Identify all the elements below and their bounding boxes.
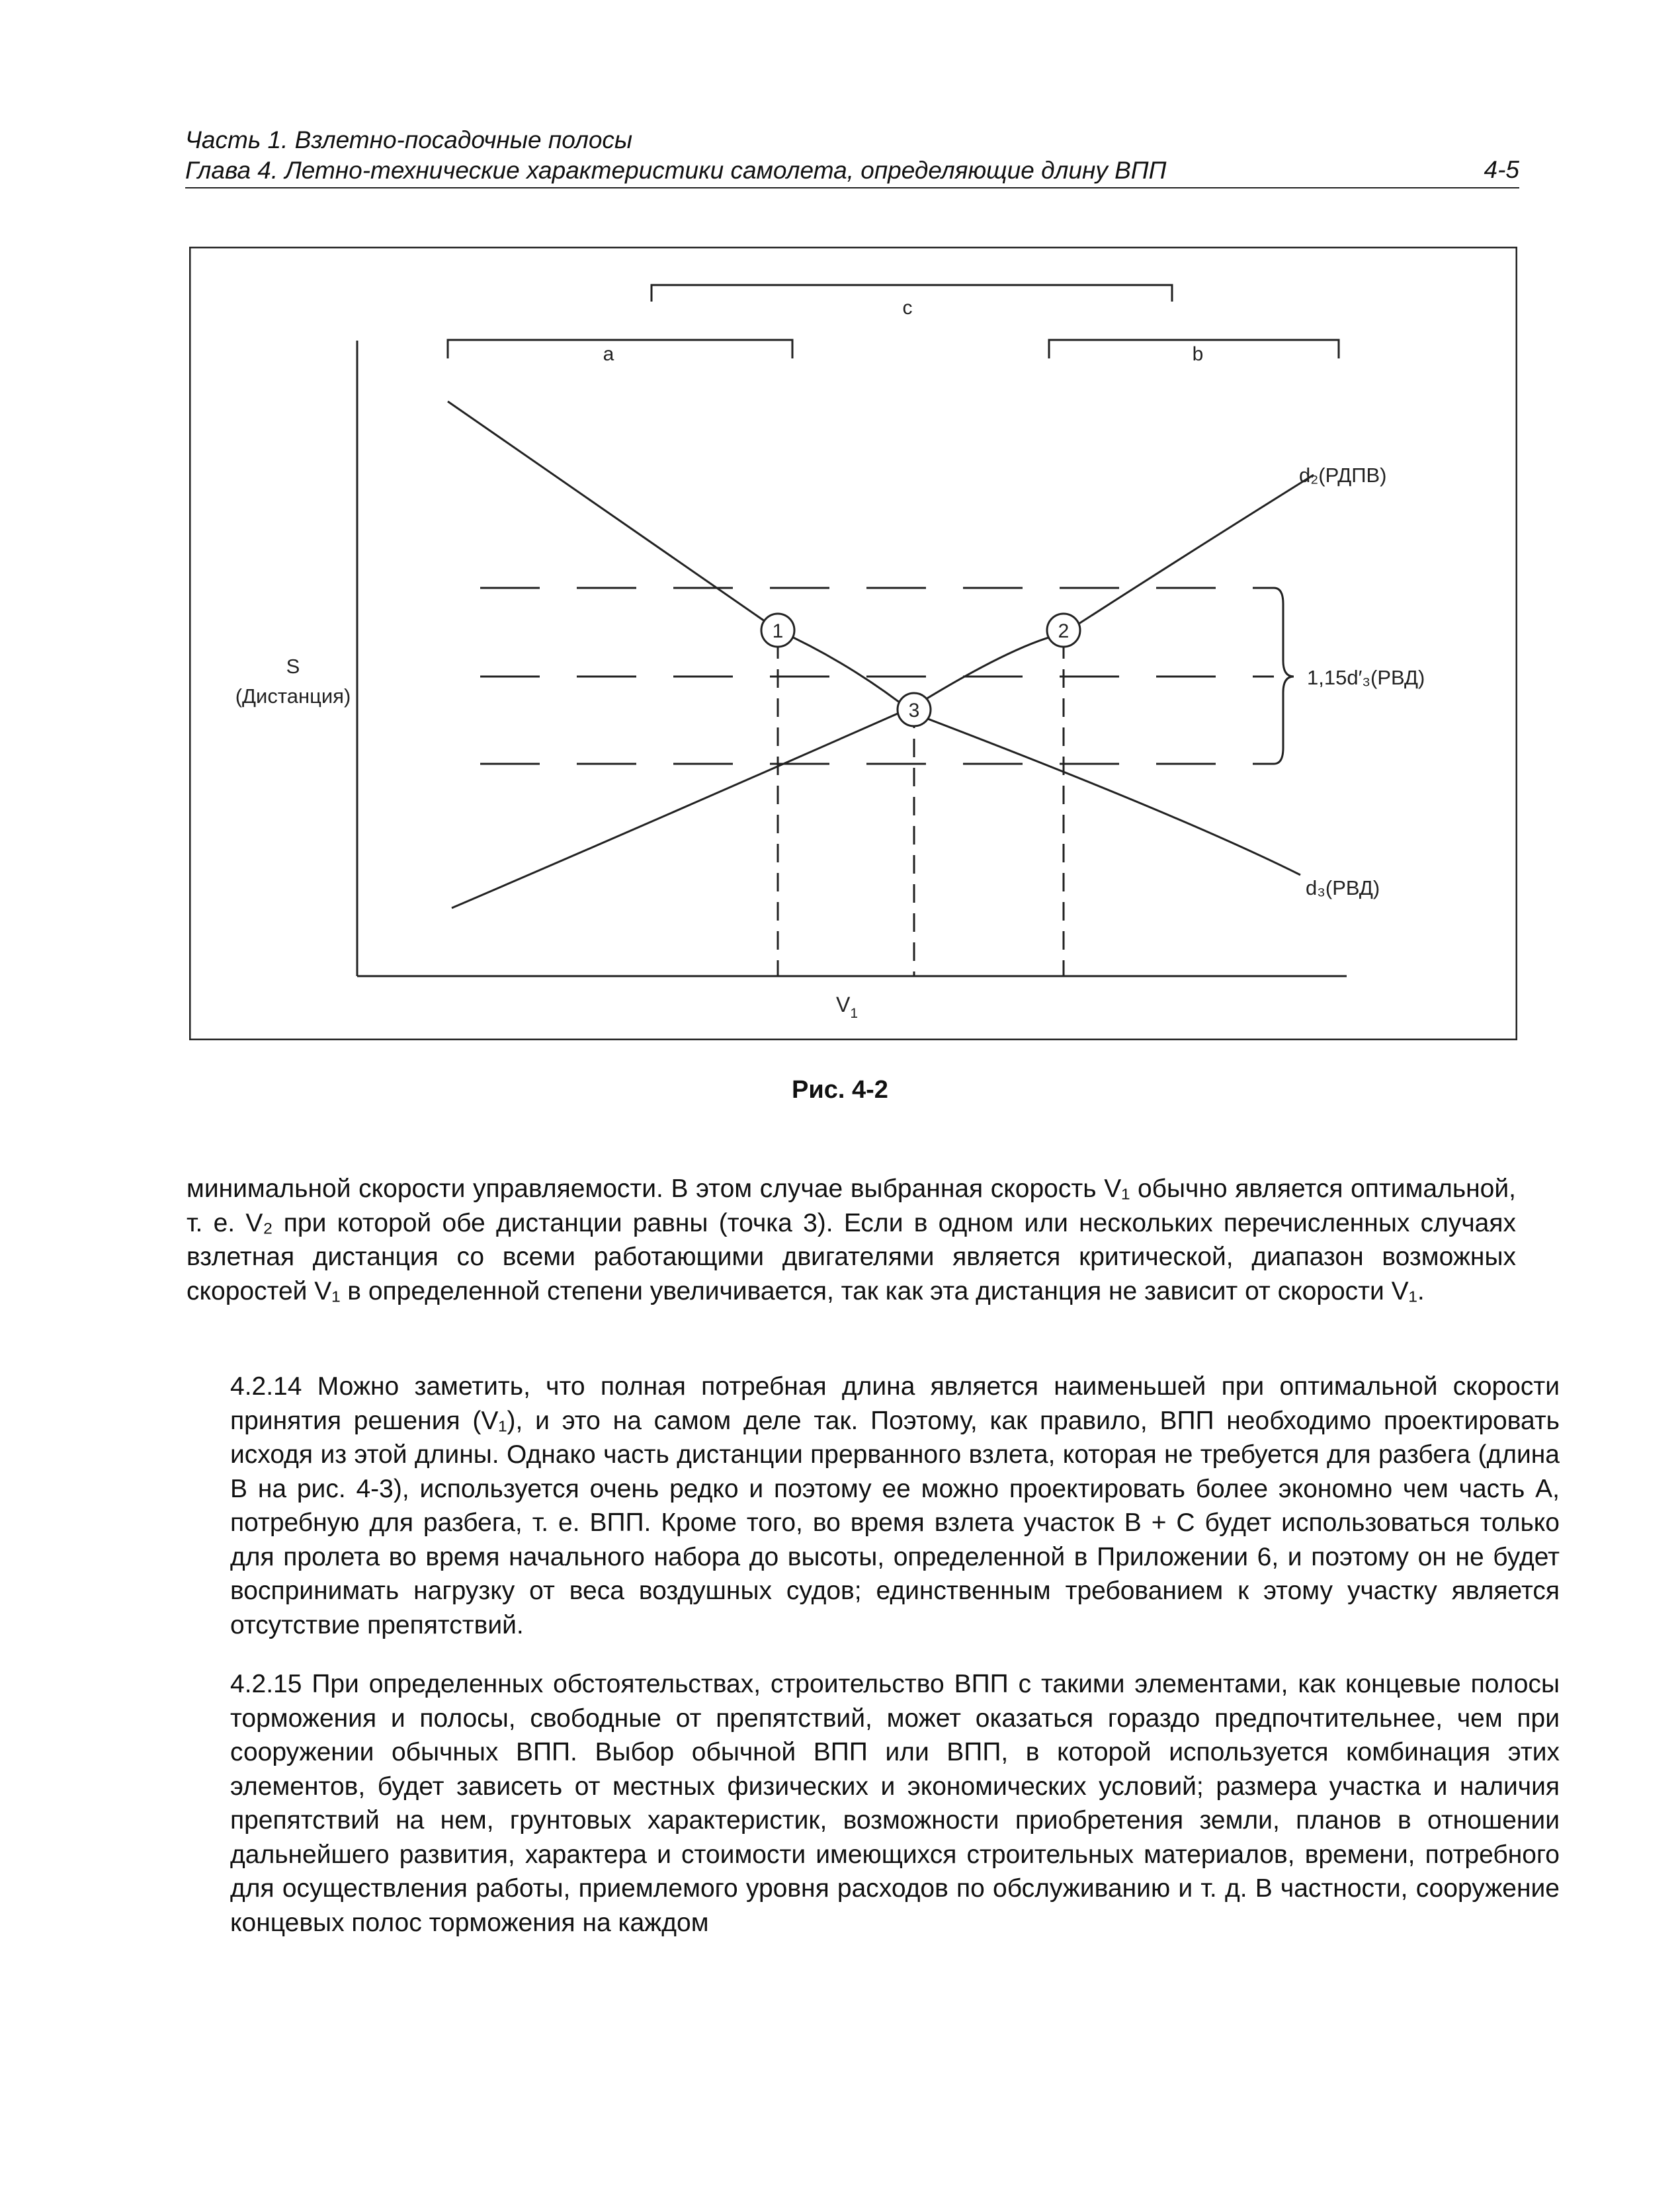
- curve-d3-rvd: [448, 401, 1300, 875]
- bracket-c-label: c: [902, 297, 913, 319]
- curve-d2-rdpv: [452, 475, 1314, 908]
- figure-4-2: [189, 247, 1517, 1040]
- curve-d3-label: d₃(РВД): [1306, 876, 1380, 899]
- point-3-label: 3: [908, 700, 920, 722]
- point-1-label: 1: [772, 620, 784, 642]
- curly-brace: [1274, 588, 1294, 764]
- curve-d2-label: d₂(РДПВ): [1299, 464, 1387, 487]
- figure-caption: Рис. 4-2: [792, 1076, 888, 1104]
- x-axis-label: $V_1$: [836, 993, 859, 1021]
- bracket-a-label: a: [603, 343, 614, 365]
- paragraph-continuation: минимальной скорости управляемости. В этом случае выбранная скорость V₁ обычно является оптимальной, т. е. V₂ при которой обе дистанции равны (точка 3). Если в одном или нескольких перечисленных случаях взлетная дистанция со всеми работающими двигателями является критической, диапазон возможных скоростей V₁ в определенной степени увеличивается, так как эта дистанция не зависит от скорости V₁.: [187, 1175, 1516, 1305]
- chapter-title: Глава 4. Летно-технические характеристики самолета, определяющие длину ВПП: [185, 157, 1167, 184]
- brace-label: 1,15d′₃(РВД): [1307, 666, 1425, 689]
- bracket-a: [448, 340, 792, 358]
- header-rule: [185, 187, 1519, 188]
- figure-diagram: [189, 247, 1517, 1040]
- point-2-label: 2: [1058, 620, 1070, 642]
- paragraph-4-2-15: 4.2.15 При определенных обстоятельствах, строительство ВПП с такими элементами, как концевые полосы торможения и полосы, свободные от препятствий, может оказаться гораздо предпочтительнее, чем при сооружении обычных ВПП. Выбор обычной ВПП или ВПП, в которой используется комбинация этих элементов, будет зависеть от местных физических и экономических условий; размера участка и наличия препятствий на нем, грунтовых характеристик, возможности приобретения земли, планов в отношении дальнейшего развития, характера и стоимости имеющихся строительных материалов, времени, потребного для осуществления работы, приемлемого уровня расходов по обслуживанию и т. д. В частности, сооружение концевых полос торможения на каждом: [230, 1670, 1560, 1937]
- figure-frame: [190, 247, 1517, 1040]
- paragraph-4-2-14: 4.2.14 Можно заметить, что полная потребная длина является наименьшей при оптимальной скорости принятия решения (V₁), и это на самом деле так. Поэтому, как правило, ВПП необходимо проектировать исходя из этой длины. Однако часть дистанции прерванного взлета, которая не требуется для разбега (длина B на рис. 4-3), используется очень редко и поэтому ее можно проектировать более экономно чем часть A, потребную для разбега, т. е. ВПП. Кроме того, во время взлета участок B + C будет использоваться только для пролета во время начального набора до высоты, определенной в Приложении 6, и поэтому он не будет воспринимать нагрузку от веса воздушных судов; единственным требованием к этому участку является отсутствие препятствий.: [230, 1372, 1560, 1639]
- page-number: 4-5: [1484, 156, 1519, 183]
- y-axis-label-s: S: [286, 655, 300, 678]
- chapter-part-title: Часть 1. Взлетно-посадочные полосы: [185, 126, 633, 153]
- bracket-b-label: b: [1192, 343, 1204, 365]
- y-axis-label-distance: (Дистанция): [235, 684, 351, 708]
